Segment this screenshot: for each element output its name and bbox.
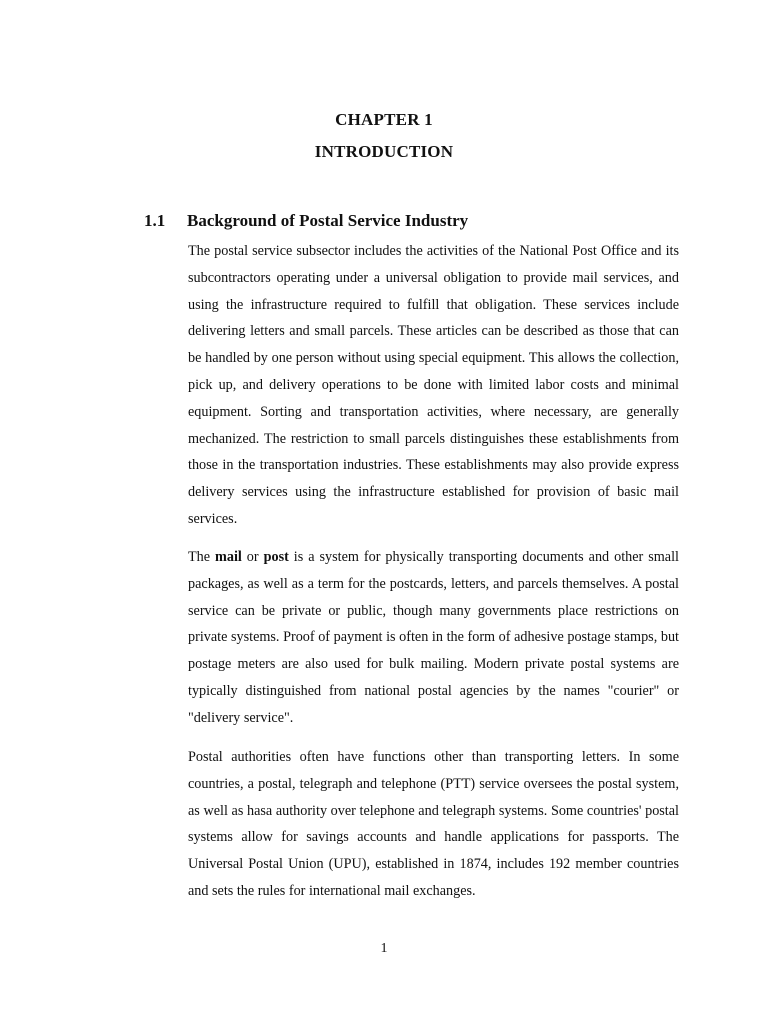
- paragraph-postal-authorities: Postal authorities often have functions other than transporting letters. In some countries, a postal, telegraph and telephone (PTT) service oversees the postal system, as well as hasa authority over telephone and telegraph systems. Some countries' postal systems allow for savings accounts and handle applications for passports. The Universal Postal Union (UPU), established in 1874, includes 192 member countries and sets the rules for international mail exchanges.: [188, 749, 679, 899]
- paragraph-body: is a system for physically transporting documents and other small packages, as well as a term for the postcards, letters, and parcels themselves. A postal service can be private or public, though many governments place restrictions on private systems. Proof of payment is often in the form of adhesive postage stamps, but postage meters are also used for bulk mailing. Modern private postal systems are typically distinguished from national postal agencies by the names "courier" or "delivery service".: [188, 549, 679, 726]
- paragraph-lead-word: The: [188, 549, 216, 565]
- chapter-title: INTRODUCTION: [314, 142, 454, 161]
- paragraph-postal-subsector: The postal service subsector includes the activities of the National Post Office and its subcontractors operating under a universal obligation to provide mail services, and using the infrastructure required to fulfill that obligation. These services include delivering letters and small parcels. These articles can be described as those that can be handled by one person without using special equipment. This allows the collection, pick up, and delivery operations to be done with limited labor costs and minimal equipment. Sorting and transportation activities, where necessary, are generally mechanized. The restriction to small parcels distinguishes these establishments from those in the transportation industries. These establishments may also provide express delivery services using the infrastructure established for provision of basic mail services.: [188, 243, 679, 527]
- paragraph-connector: or: [241, 549, 264, 565]
- section-number: 1.1: [144, 211, 166, 230]
- section-title: Background of Postal Service Industry: [187, 211, 469, 230]
- term-post: post: [263, 549, 289, 565]
- paragraph-mail-or-post: [188, 544, 679, 732]
- page-number: 1: [380, 941, 388, 956]
- chapter-number: CHAPTER 1: [335, 110, 433, 129]
- section-heading: [144, 211, 468, 231]
- term-mail: mail: [215, 549, 242, 565]
